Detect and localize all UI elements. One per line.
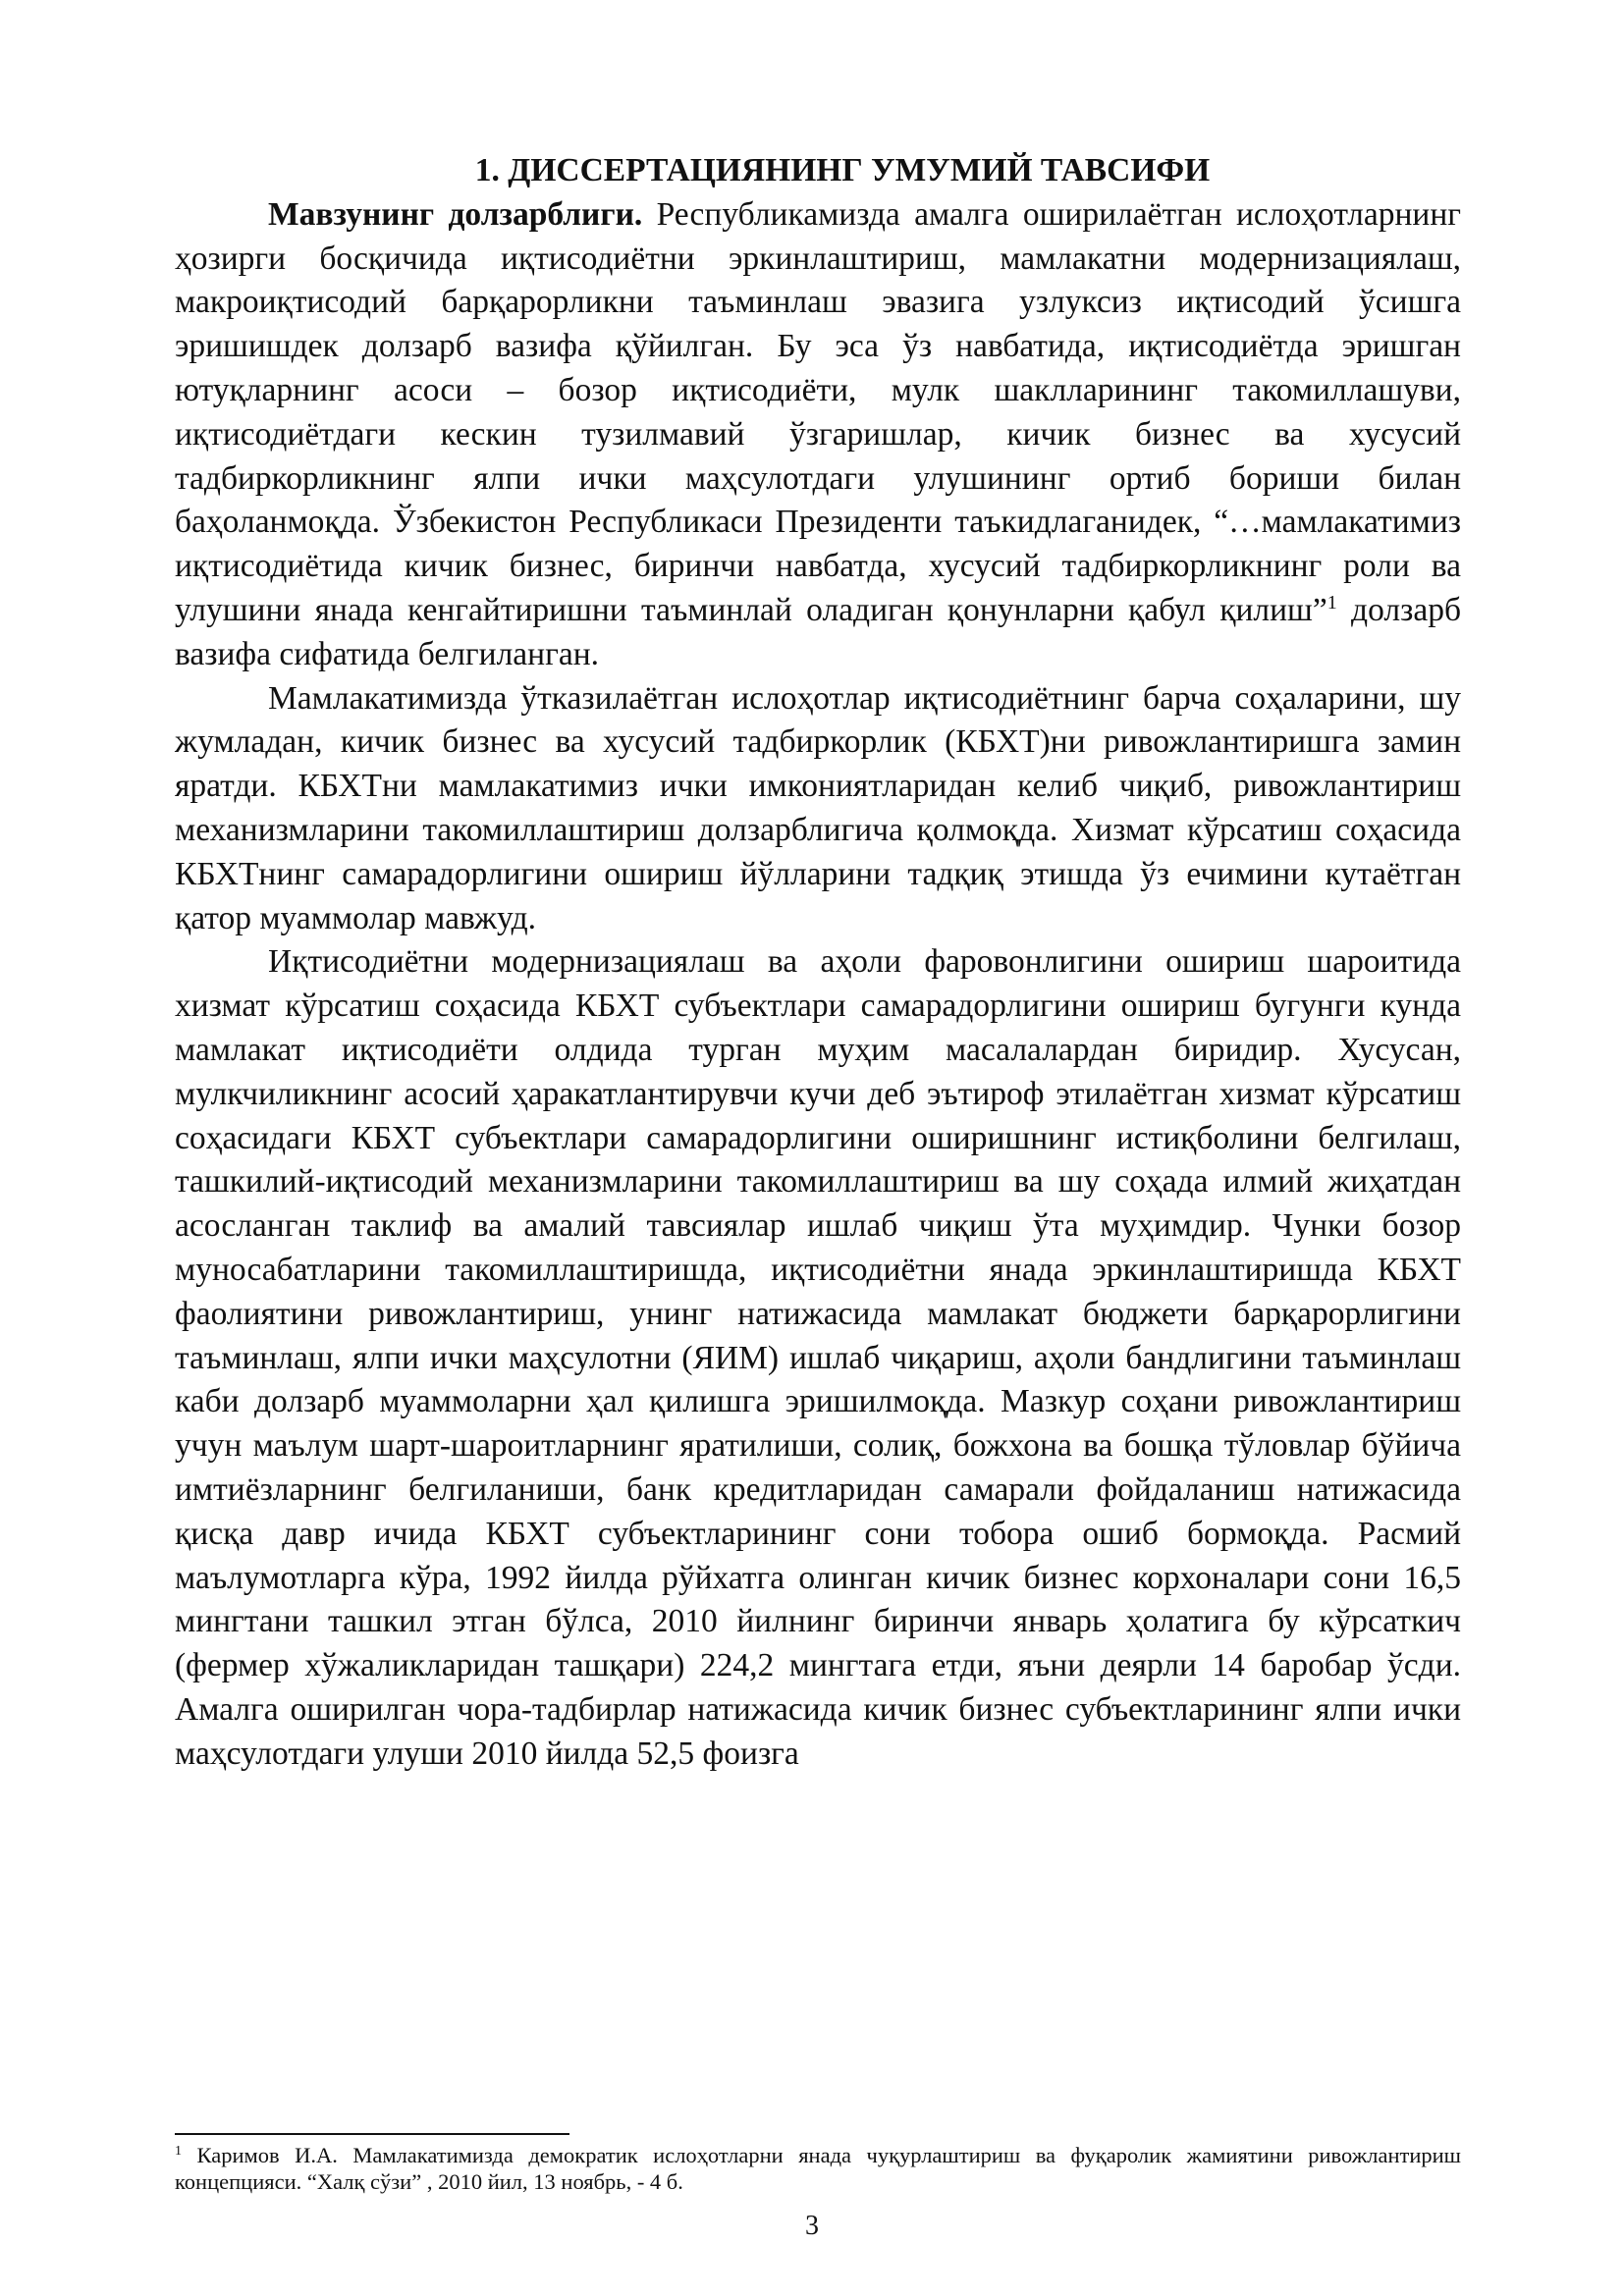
- footnote-divider: [175, 2133, 569, 2135]
- paragraph-reforms: Мамлакатимизда ўтказилаётган ислоҳотлар иқтисодиётнинг барча соҳаларини, шу жумладан, кичик бизнес ва хусусий тадбиркорлик (КБХТ)ни ривожлантиришга замин яратди. КБХТни мамлакатимиз ички имкониятларидан келиб чиқиб, ривожлантириш механизмларини такомиллаштириш долзарблигича қолмоқда. Хизмат кўрсатиш соҳасида КБХТнинг самарадорлигини ошириш йўлларини тадқиқ этишда ўз ечимини кутаётган қатор муаммолар мавжуд.: [175, 679, 1461, 936]
- page-number: 3: [805, 2211, 819, 2241]
- paragraph-modernization: Иқтисодиётни модернизациялаш ва аҳоли фаровонлигини ошириш шароитида хизмат кўрсатиш соҳасида КБХТ субъектлари самарадорлигини ошириш бугунги кунда мамлакат иқтисодиёти олдида турган муҳим масалалардан биридир. Хусусан, мулкчиликнинг асосий ҳаракатлантирувчи кучи деб эътироф этилаётган хизмат кўрсатиш соҳасидаги КБХТ субъектлари самарадорлигини оширишнинг истиқболини белгилаш, ташкилий-иқтисодий механизмларини такомиллаштириш ва шу соҳада илмий жиҳатдан асосланган таклиф ва амалий тавсиялар ишлаб чиқиш ўта муҳимдир. Чунки бозор муносабатларини такомиллаштиришда, иқтисодиётни янада эркинлаштиришда КБХТ фаолиятини ривожлантириш, унинг натижасида мамлакат бюджети барқарорлигини таъминлаш, ялпи ички маҳсулотни (ЯИМ) ишлаб чиқариш, аҳоли бандлигини таъминлаш каби долзарб муаммоларни ҳал қилишга эришилмоқда. Мазкур соҳани ривожлантириш учун маълум шарт-шароитларнинг яратилиши, солиқ, божхона ва бошқа тўловлар бўйича имтиёзларнинг белгиланиши, банк кредитларидан самарали фойдаланиш натижасида қисқа давр ичида КБХТ субъектларининг сони тобора ошиб бормоқда. Расмий маълумотларга кўра, 1992 йилда рўйхатга олинган кичик бизнес корхоналари сони 16,5 мингтани ташкил этган бўлса, 2010 йилнинг биринчи январь ҳолатига бу кўрсаткич (фермер хўжаликларидан ташқари) 224,2 мингтага етди, яъни деярли 14 баробар ўсди. Амалга оширилган чора-тадбирлар натижасида кичик бизнес субъектларининг ялпи ички маҳсулотдаги улуши 2010 йилда 52,5 фоизга: [175, 943, 1461, 1772]
- paragraph-text: Республикамизда амалга оширилаётган ислоҳотларнинг ҳозирги босқичида иқтисодиётни эркинлаштириш, мамлакатни модернизациялаш, макроиқтисодий барқарорликни таъминлаш эвазига узлуксиз иқтисодий ўсишга эришишдек долзарб вазифа қўйилган. Бу эса ўз навбатида, иқтисодиётда эришган ютуқларнинг асоси – бозор иқтисодиёти, мулк шаклларининг такомиллашуви, иқтисодиётдаги кескин тузилмавий ўзгаришлар, кичик бизнес ва хусусий тадбиркорликнинг ялпи ички маҳсулотдаги улушининг ортиб бориши билан баҳоланмоқда. Ўзбекистон Республикаси Президенти таъкидлаганидек, “…мамлакатимиз иқтисодиётида кичик бизнес, биринчи навбатда, хусусий тадбиркорликнинг роли ва улушини янада кенгайтиришни таъминлай оладиган қонунларни қабул қилиш”: [175, 195, 1461, 628]
- paragraph-relevance: [175, 193, 1461, 677]
- paragraph-text-tail: долзарб вазифа сифатида белгиланган.: [175, 591, 1461, 672]
- document-body: [175, 149, 1461, 1776]
- footnote-text: Каримов И.А. Мамлакатимизда демократик ислоҳотларни янада чуқурлаштириш ва фуқаролик жамиятини ривожлантириш концепцияси. “Халқ сўзи” , 2010 йил, 13 ноябрь, - 4 б.: [175, 2143, 1461, 2194]
- footnote: [175, 2142, 1461, 2195]
- footnote-reference[interactable]: 1: [1326, 591, 1337, 614]
- paragraph-lead: Мавзунинг долзарблиги.: [268, 195, 643, 233]
- footnote-mark: 1: [175, 2144, 182, 2159]
- section-title: 1. ДИССЕРТАЦИЯНИНГ УМУМИЙ ТАВСИФИ: [474, 152, 1211, 188]
